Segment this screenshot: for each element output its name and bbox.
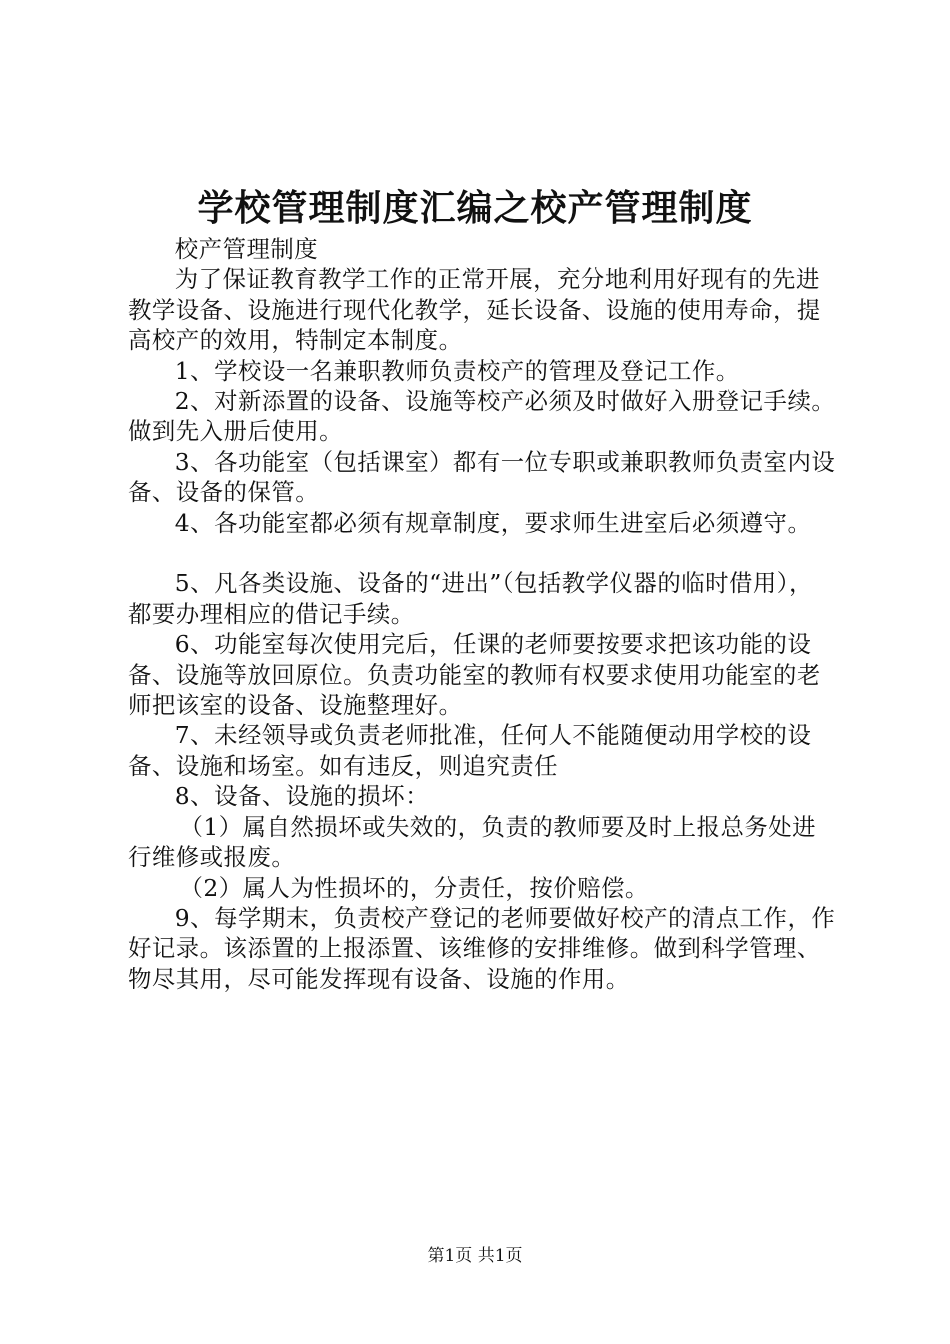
rule-9: 9、每学期末，负责校产登记的老师要做好校产的清点工作，作好记录。该添置的上报添置、该维修的安排维修。做到科学管理、物尽其用，尽可能发挥现有设备、设施的作用。 xyxy=(128,903,836,993)
intro-paragraph: 为了保证教育教学工作的正常开展，充分地利用好现有的先进教学设备、设施进行现代化教学，延长设备、设施的使用寿命，提高校产的效用，特制定本制度。 xyxy=(128,265,821,355)
rule-1: 1、学校设一名兼职教师负责校产的管理及登记工作。 xyxy=(174,356,740,385)
rule-3: 3、各功能室（包括课室）都有一位专职或兼职教师负责室内设备、设备的保管。 xyxy=(128,447,836,507)
rule-7: 7、未经领导或负责老师批准，任何人不能随便动用学校的设备、设施和场室。如有违反，则追究责任 xyxy=(128,721,812,780)
document-body xyxy=(128,234,836,994)
blank-line xyxy=(128,538,836,568)
page-footer: 第1页 共1页 xyxy=(427,1246,523,1266)
rule-8-item-2: （2）属人为性损坏的，分责任，按价赔偿。 xyxy=(179,873,649,902)
rule-5: 5、凡各类设施、设备的“进出”（包括教学仪器的临时借用），都要办理相应的借记手续。 xyxy=(128,569,813,628)
rule-8-item-1: （1）属自然损坏或失效的，负责的教师要及时上报总务处进行维修或报废。 xyxy=(128,812,817,872)
section-heading: 校产管理制度 xyxy=(174,235,319,263)
document-title: 学校管理制度汇编之校产管理制度 xyxy=(197,187,753,229)
rule-4: 4、各功能室都必须有规章制度，要求师生进室后必须遵守。 xyxy=(174,508,812,537)
rule-8: 8、设备、设施的损坏： xyxy=(174,782,430,811)
rule-2: 2、对新添置的设备、设施等校产必须及时做好入册登记手续。做到先入册后使用。 xyxy=(128,387,836,446)
rule-6: 6、功能室每次使用完后，任课的老师要按要求把该功能的设备、设施等放回原位。负责功能室的教师有权要求使用功能室的老师把该室的设备、设施整理好。 xyxy=(128,630,821,720)
